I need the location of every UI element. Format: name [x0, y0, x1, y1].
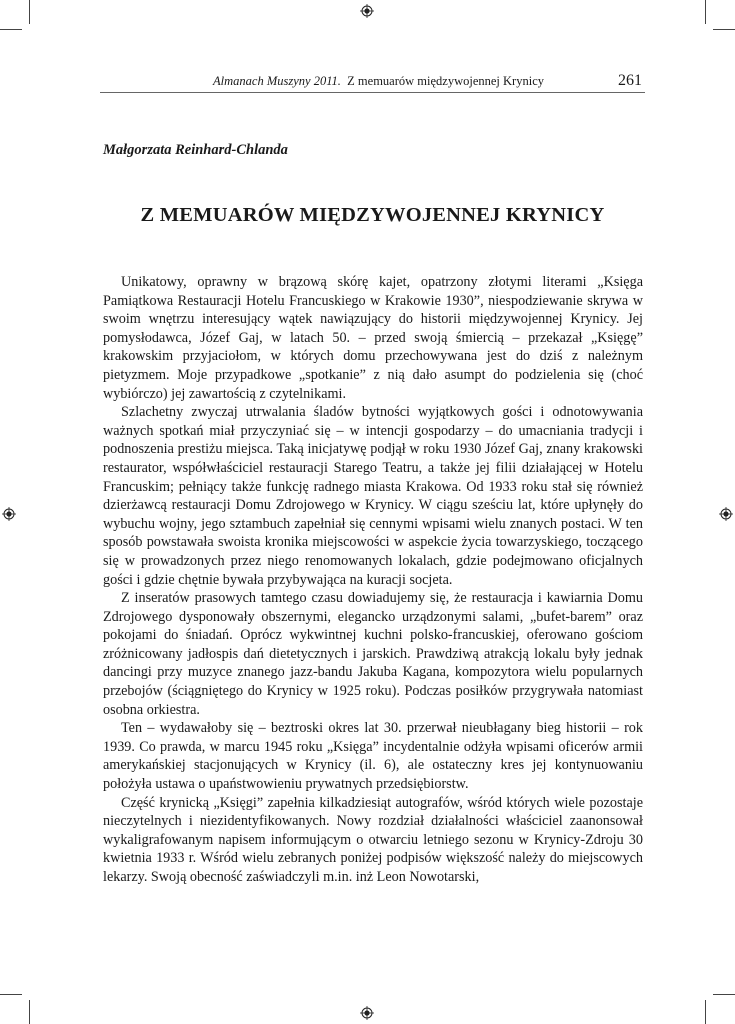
paragraph: Ten – wydawałoby się – beztroski okres lat 30. przerwał nieubłagany bieg historii – rok 1939. Co prawda, w marcu 1945 roku „Księga” incydentalnie odżyła wpisami oficerów armii amerykańskiej stacjonujących w Krynicy (il. 6), ale ostateczny kres jej kontynuowaniu położyła ustawa o upaństwowieniu prywatnych przedsiębiorstw. — [103, 720, 643, 793]
registration-mark-icon — [360, 1006, 374, 1020]
crop-mark-bottom-right — [705, 1000, 706, 1024]
article-title: Z MEMUARÓW MIĘDZYWOJENNEJ KRYNICY — [140, 204, 605, 226]
registration-mark-icon — [360, 4, 374, 18]
article-body — [103, 273, 643, 887]
crop-mark-top-right-h — [713, 29, 735, 30]
paragraph: Z inseratów prasowych tamtego czasu dowiadujemy się, że restauracja i kawiarnia Domu Zdrojowego dysponowały obszernymi, elegancko urządzonymi salami, „bufet-barem” oraz pokojami do śniadań. Oprócz wykwintnej kuchni polsko-francuskiej, oferowano gościom zróżnicowany jadłospis dań dietetycznych i jarskich. Prawdziwą atrakcją lokalu były jednak dancingi przy muzyce znanego jazz-bandu Jakuba Kagana, kompozytora wielu popularnych przebojów (ściągniętego do Krynicy w 1925 roku). Podczas posiłków przygrywała natomiast osobna orkiestra. — [103, 590, 643, 718]
crop-mark-bottom-left-h — [0, 994, 22, 995]
registration-mark-icon — [2, 507, 16, 521]
running-head — [100, 70, 645, 93]
paragraph: Część krynicką „Księgi” zapełnia kilkadziesiąt autografów, wśród których wiele pozostaje nieczytelnych i niezidentyfikowanych. Nowy rozdział działalności właściciel zaanonsował wykaligrafowanym napisem informującym o otwarciu letniego sezonu w Krynicy-Zdroju 30 kwietnia 1933 r. Wśród wielu zebranych poniżej podpisów większość należy do miejscowych lekarzy. Swoją obecność zaświadczyli m.in. inż Leon Nowotarski, — [103, 794, 643, 885]
running-head-text — [213, 74, 544, 89]
section-title: Z memuarów międzywojennej Krynicy — [347, 74, 544, 88]
crop-mark-top-left-h — [0, 29, 22, 30]
page-number: 261 — [618, 72, 642, 89]
crop-mark-top-right — [705, 0, 706, 24]
crop-mark-bottom-right-h — [713, 994, 735, 995]
registration-mark-icon — [719, 507, 733, 521]
journal-name: Almanach Muszyny 2011. — [213, 74, 341, 88]
paragraph: Unikatowy, oprawny w brązową skórę kajet, opatrzony złotymi literami „Księga Pamiątkowa Restauracji Hotelu Francuskiego w Krakowie 1930”, niespodziewanie skrywa w swoim wnętrzu interesujący wątek nawiązujący do historii międzywojennej Krynicy. Jej pomysłodawca, Józef Gaj, w latach 50. – przed swoją śmiercią – przekazał „Księgę” krakowskim przyjaciołom, w których domu przechowywana jest do dziś z należnym pietyzmem. Moje przypadkowe „spotkanie” z nią dało asumpt do podzielenia się (choć wybiórczo) jej zawartością z czytelnikami. — [103, 274, 643, 402]
article-author: Małgorzata Reinhard-Chlanda — [103, 142, 288, 158]
paragraph: Szlachetny zwyczaj utrwalania śladów bytności wyjątkowych gości i odnotowywania ważnych spotkań miał przyczyniać się – w intencji gospodarzy – do umacniania tradycji i podnoszenia prestiżu miejsca. Taką inicjatywę podjął w roku 1930 Józef Gaj, znany krakowski restaurator, współwłaściciel restauracji Starego Teatru, a także jej filii działającej w Hotelu Francuskim; pełniący także funkcję radnego miasta Krakowa. Od 1933 roku stał się również dzierżawcą restauracji Domu Zdrojowego w Krynicy. W ciągu sześciu lat, które upłynęły do wybuchu wojny, jego sztambuch zapełniał się cennymi wpisami wielu znanych postaci. W ten sposób powstawała swoista kronika miejscowości w aspekcie życia towarzyskiego, toczącego się w prowadzonych przez niego renomowanych lokalach, gdzie podejmowano oficjalnych gości i gdzie chętnie bywała przybywająca na kuracji socjeta. — [103, 404, 643, 588]
crop-mark-bottom-left — [29, 1000, 30, 1024]
crop-mark-top-left — [29, 0, 30, 24]
